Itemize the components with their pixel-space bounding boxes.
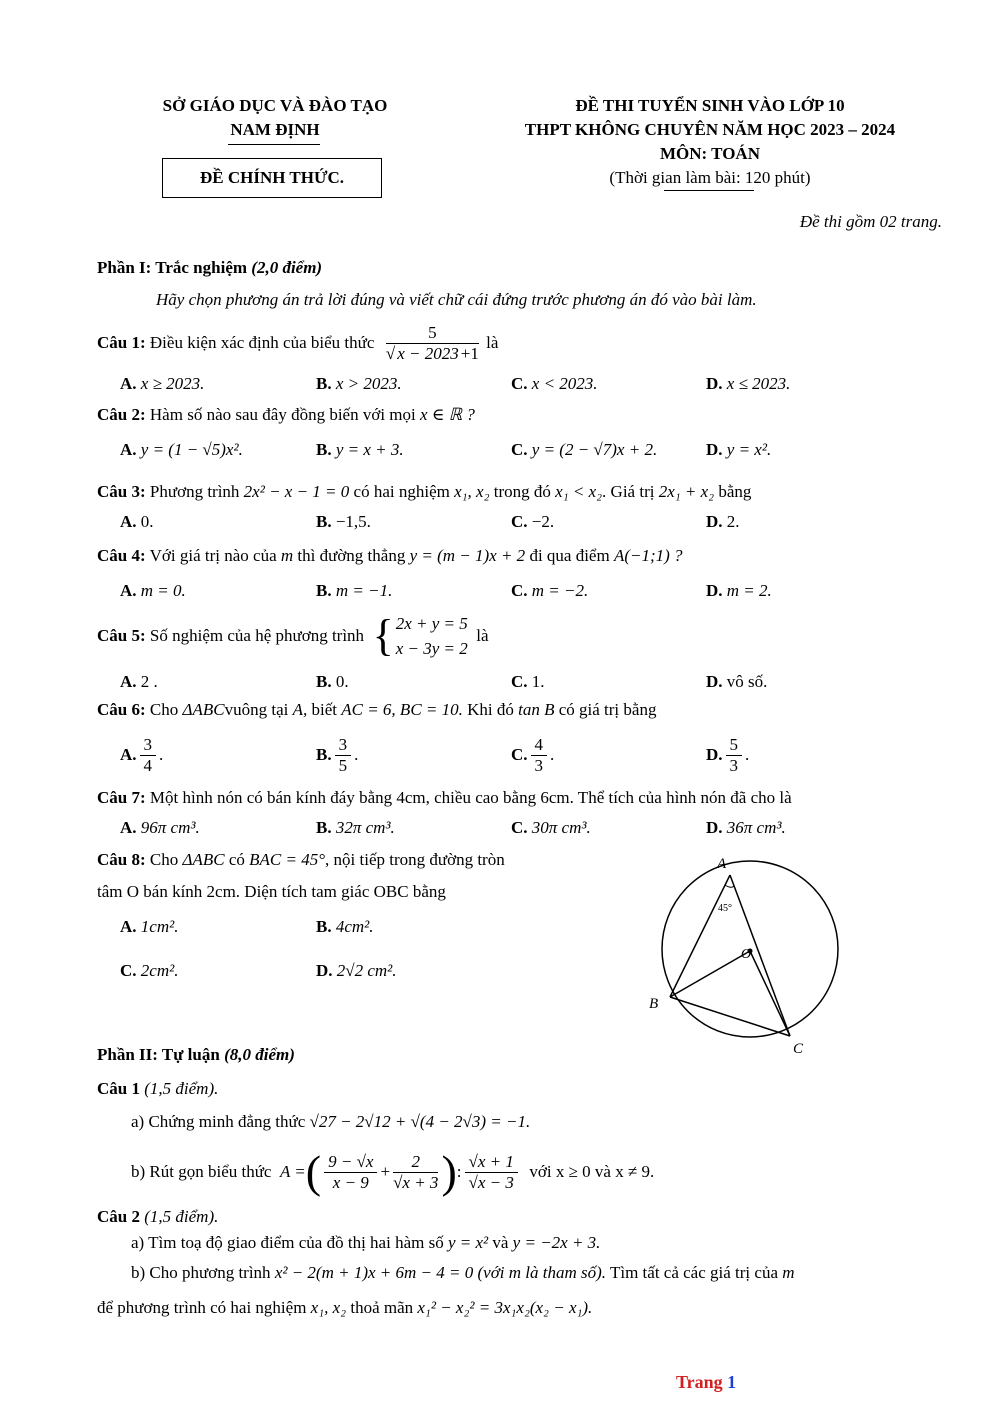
q3-roots: x₁, x₂ — [454, 482, 490, 501]
e2-part-b-line2 — [97, 1298, 592, 1318]
q2-text: Hàm số nào sau đây đồng biến với mọi — [149, 405, 416, 424]
frac-den: 3 — [729, 755, 739, 775]
q8-text3: , nội tiếp trong đường tròn — [325, 850, 505, 869]
q6-text1: Cho — [149, 700, 179, 719]
option-text: 2 . — [140, 672, 158, 691]
e2-a-text: a) Tìm toạ độ giao điểm của đồ thị hai hàm số — [131, 1233, 444, 1252]
part2-heading — [97, 1045, 295, 1065]
e2-b-roots: x₁, x₂ — [310, 1298, 347, 1317]
q7-label: Câu 7: — [97, 788, 146, 807]
option-text: y = x + 3. — [335, 440, 404, 459]
q3-text4: . Giá trị — [602, 482, 655, 501]
option-text: 96π cm³. — [140, 818, 200, 837]
option-text: m = 0. — [140, 581, 186, 600]
angle-arc — [725, 885, 734, 887]
e2-b-eq: x² − 2(m + 1)x + 6m − 4 = 0 — [274, 1263, 474, 1282]
official-label: ĐỀ CHÍNH THỨC. — [199, 168, 345, 187]
e2-b-line2a: để phương trình có hai nghiệm — [97, 1298, 307, 1317]
option-letter: D. — [706, 581, 723, 600]
e1-b-frac1 — [324, 1152, 377, 1193]
q8-angle: BAC = 45° — [249, 850, 326, 869]
q8-option-b — [316, 917, 374, 937]
q6-label: Câu 6: — [97, 700, 146, 719]
option-letter: C. — [511, 374, 528, 393]
q6-text5: có giá trị bằng — [558, 700, 657, 719]
q4-stem — [97, 546, 683, 566]
option-letter: D. — [706, 672, 723, 691]
e2-part-a — [131, 1233, 600, 1253]
q4-text1: Với giá trị nào của — [149, 546, 277, 565]
option-letter: A. — [120, 745, 137, 764]
q6-text2: vuông tại — [224, 700, 289, 719]
page-number: 1 — [727, 1372, 737, 1392]
q3-option-a — [120, 512, 154, 532]
q2-option-a — [120, 440, 243, 460]
option-fraction — [335, 735, 352, 776]
label-c: C — [793, 1041, 804, 1057]
part2-title: Phần II: Tự luận — [97, 1045, 220, 1064]
q5-text: Số nghiệm của hệ phương trình — [149, 626, 365, 645]
header-right-line1: ĐỀ THI TUYỂN SINH VÀO LỚP 10 — [575, 96, 845, 115]
q7-stem — [97, 788, 792, 808]
q7-option-b — [316, 818, 395, 838]
q2-label: Câu 2: — [97, 405, 146, 424]
option-text: y = x². — [726, 440, 772, 459]
e1-a-text: a) Chứng minh đẳng thức — [131, 1112, 306, 1131]
option-letter: C. — [511, 745, 528, 764]
option-letter: C. — [511, 512, 528, 531]
part1-title: Phần I: Trắc nghiệm — [97, 258, 248, 277]
q8-option-c — [120, 961, 178, 981]
option-letter: C. — [511, 818, 528, 837]
e2-b-cond: x₁² − x₂² = 3x₁x₂(x₂ − x₁). — [417, 1298, 593, 1317]
q6-vertex: A, — [292, 700, 308, 719]
q3-text5: bằng — [718, 482, 752, 501]
q1-option-b — [316, 374, 402, 394]
pages-note: Đề thi gồm 02 trang. — [799, 212, 942, 231]
frac-num: 3 — [335, 735, 352, 756]
label-angle: 45° — [718, 903, 732, 914]
header-right-line3: MÔN: TOÁN — [660, 144, 760, 163]
option-letter: D. — [706, 512, 723, 531]
q7-option-d — [706, 818, 786, 838]
q8-stem-line1 — [97, 850, 505, 870]
q2-domain: x ∈ ℝ ? — [420, 405, 475, 424]
frac-den: x − 9 — [332, 1172, 369, 1192]
frac-num: 4 — [531, 735, 548, 756]
frac-den: 4 — [143, 755, 153, 775]
e1-b-plus: + — [380, 1162, 391, 1181]
option-letter: B. — [316, 581, 332, 600]
option-text: m = 2. — [726, 581, 772, 600]
e1-label: Câu 1 — [97, 1079, 140, 1098]
option-letter: D. — [706, 818, 723, 837]
circle-figure — [640, 850, 860, 1060]
e1-b-cond: với x ≥ 0 và x ≠ 9. — [529, 1162, 655, 1181]
q4-option-d — [706, 581, 772, 601]
q6-option-b: B. $\frac{3}{5}$ . — [316, 734, 359, 775]
frac-den: √x + 3 — [393, 1172, 439, 1192]
q7-option-c — [511, 818, 591, 838]
q2-option-d — [706, 440, 771, 460]
q1-option-a — [120, 374, 204, 394]
q3-options — [0, 512, 1000, 538]
e2-b-m: m — [782, 1263, 795, 1282]
option-letter: B. — [316, 745, 332, 764]
option-text: 1cm². — [140, 917, 179, 936]
option-letter: B. — [316, 374, 332, 393]
q1-label: Câu 1: — [97, 333, 146, 352]
q4-var: m — [280, 546, 294, 565]
q6-text3: biết — [311, 700, 337, 719]
e1-b-text: b) Rút gọn biểu thức — [131, 1162, 272, 1181]
frac-num: 5 — [726, 735, 743, 756]
q8-stem-line2: tâm O bán kính 2cm. Diện tích tam giác OBC bằng — [97, 882, 446, 901]
q6-option-d: D. $\frac{5}{3}$ . — [706, 734, 750, 775]
option-text: 4cm². — [335, 917, 374, 936]
e1-part-b — [131, 1144, 654, 1200]
q1-frac-num: 5 — [386, 323, 479, 344]
e1-points: (1,5 điểm). — [144, 1079, 219, 1098]
e1-b-lhs: A = — [279, 1162, 306, 1181]
option-letter: D. — [706, 745, 723, 764]
option-text: −2. — [531, 512, 555, 531]
option-letter: D. — [706, 374, 723, 393]
label-b: B — [649, 996, 659, 1012]
segment-oc — [750, 951, 790, 1036]
option-fraction — [726, 735, 743, 776]
option-letter: A. — [120, 917, 137, 936]
e2-points: (1,5 điểm). — [144, 1207, 219, 1226]
option-letter: B. — [316, 512, 332, 531]
frac-den: 3 — [534, 755, 544, 775]
q8-label: Câu 8: — [97, 850, 146, 869]
page-footer — [676, 1372, 736, 1393]
q7-text: Một hình nón có bán kính đáy bằng 4cm, chiều cao bằng 6cm. Thể tích của hình nón đã cho là — [149, 788, 792, 807]
option-text: 2. — [726, 512, 740, 531]
option-letter: B. — [316, 818, 332, 837]
label-a: A — [717, 856, 727, 872]
q5-options — [0, 672, 1000, 698]
q3-text2: có hai nghiệm — [353, 482, 450, 501]
e2-b-note: (với m là tham số). — [477, 1263, 607, 1282]
option-fraction — [531, 735, 548, 776]
q1-radicand: x − 2023 — [397, 343, 459, 363]
q4-point: A(−1;1) ? — [613, 546, 683, 565]
e2-b-line2b: thoả mãn — [350, 1298, 414, 1317]
part1-instruction: Hãy chọn phương án trả lời đúng và viết chữ cái đứng trước phương án đó vào bài làm. — [156, 290, 757, 309]
option-text: 32π cm³. — [335, 818, 395, 837]
option-text: y = (2 − √7)x + 2. — [531, 440, 658, 459]
q1-stem — [97, 316, 498, 370]
q6-tri: ΔABC — [182, 700, 225, 719]
q2-option-c — [511, 440, 657, 460]
header-right-line2: THPT KHÔNG CHUYÊN NĂM HỌC 2023 – 2024 — [524, 120, 896, 139]
option-letter: A. — [120, 374, 137, 393]
e1-a-expr: √27 − 2√12 + √(4 − 2√3) = −1. — [309, 1112, 531, 1131]
e2-a-f1: y = x² — [447, 1233, 489, 1252]
q4-option-b — [316, 581, 392, 601]
q4-option-a — [120, 581, 186, 601]
e1-b-colon: : — [456, 1162, 462, 1181]
option-text: 2√2 cm². — [336, 961, 397, 980]
option-text: x ≥ 2023. — [140, 374, 205, 393]
e2-label: Câu 2 — [97, 1207, 140, 1226]
e1-heading — [97, 1079, 218, 1099]
frac-den: √x − 3 — [468, 1172, 514, 1192]
q4-label: Câu 4: — [97, 546, 146, 565]
option-letter: C. — [120, 961, 137, 980]
e1-b-frac2 — [393, 1152, 438, 1193]
option-text: y = (1 − √5)x². — [140, 440, 243, 459]
side-ab — [670, 875, 730, 997]
q6-option-c: C. $\frac{4}{3}$ . — [511, 734, 555, 775]
q3-label: Câu 3: — [97, 482, 146, 501]
q8-option-a — [120, 917, 178, 937]
q6-option-a: A. $\frac{3}{4}$ . — [120, 734, 164, 775]
option-letter: A. — [120, 672, 137, 691]
option-letter: B. — [316, 917, 332, 936]
side-bc — [670, 997, 790, 1036]
q1-frac-den — [386, 344, 479, 364]
option-letter: C. — [511, 581, 528, 600]
option-letter: A. — [120, 512, 137, 531]
frac-num: 3 — [140, 735, 157, 756]
q1-option-d — [706, 374, 790, 394]
q3-option-b — [316, 512, 371, 532]
part2-points: (8,0 điểm) — [224, 1045, 295, 1064]
option-text: m = −2. — [531, 581, 589, 600]
q1-fraction — [386, 323, 479, 364]
frac-den: 5 — [338, 755, 348, 775]
side-ac — [730, 875, 790, 1036]
q6-tan: tan B — [518, 700, 555, 719]
part1-heading — [97, 258, 322, 278]
q4-options — [0, 581, 1000, 607]
option-letter: A. — [120, 818, 137, 837]
q3-text3: trong đó — [493, 482, 551, 501]
frac-num: √x + 1 — [465, 1152, 518, 1173]
option-letter: A. — [120, 440, 137, 459]
label-o: O — [741, 947, 752, 962]
q4-text3: đi qua điểm — [529, 546, 610, 565]
q1-option-c — [511, 374, 598, 394]
q6-text4: Khi đó — [467, 700, 514, 719]
option-text: m = −1. — [335, 581, 393, 600]
q5-option-a — [120, 672, 158, 692]
q7-option-a — [120, 818, 200, 838]
q3-option-d — [706, 512, 740, 532]
option-letter: C. — [511, 440, 528, 459]
q5-eq2: x − 3y = 2 — [395, 639, 468, 658]
q8-option-d — [316, 961, 397, 981]
q3-eq: 2x² − x − 1 = 0 — [243, 482, 350, 501]
option-text: 36π cm³. — [726, 818, 786, 837]
q4-line: y = (m − 1)x + 2 — [409, 546, 526, 565]
q5-brace: { — [372, 611, 394, 660]
q5-system — [396, 611, 468, 661]
option-letter: D. — [706, 440, 723, 459]
option-text: 1. — [531, 672, 545, 691]
e1-b-frac3 — [465, 1152, 518, 1193]
e1-b-lparen: ( — [305, 1146, 322, 1197]
option-fraction — [140, 735, 157, 776]
q5-eq1: 2x + y = 5 — [395, 614, 468, 633]
e2-a-and: và — [492, 1233, 509, 1252]
q8-text1: Cho — [149, 850, 179, 869]
q1-after: là — [486, 333, 499, 352]
part1-points: (2,0 điểm) — [251, 258, 323, 277]
option-text: 30π cm³. — [531, 818, 591, 837]
option-text: x < 2023. — [531, 374, 598, 393]
option-text: 0. — [335, 672, 349, 691]
option-text: x ≤ 2023. — [726, 374, 791, 393]
e1-b-rparen: ) — [441, 1146, 457, 1197]
option-text: 2cm². — [140, 961, 179, 980]
q1-radical-sign: √ — [385, 343, 396, 363]
q8-tri: ΔABC — [182, 850, 225, 869]
q5-after: là — [476, 626, 489, 645]
q5-option-d — [706, 672, 767, 692]
e2-a-f2: y = −2x + 3. — [512, 1233, 601, 1252]
frac-num: 9 − √x — [324, 1152, 377, 1173]
q2-stem — [97, 405, 475, 425]
header-left-line1: SỞ GIÁO DỤC VÀ ĐÀO TẠO — [162, 96, 388, 115]
option-text: 0. — [140, 512, 154, 531]
q1-options — [0, 374, 1000, 400]
option-letter: C. — [511, 672, 528, 691]
e2-part-b-line1 — [131, 1263, 795, 1283]
option-letter: B. — [316, 672, 332, 691]
q8-text2: có — [228, 850, 245, 869]
q5-label: Câu 5: — [97, 626, 146, 645]
header-left-underline — [228, 144, 320, 145]
q1-text: Điều kiện xác định của biểu thức — [149, 333, 375, 352]
page-label: Trang — [676, 1372, 723, 1392]
header-right-underline — [664, 190, 754, 191]
q3-stem — [97, 482, 751, 502]
option-text: x > 2023. — [335, 374, 402, 393]
q5-option-c — [511, 672, 545, 692]
option-text: −1,5. — [335, 512, 371, 531]
option-letter: D. — [316, 961, 333, 980]
q5-stem — [97, 610, 489, 662]
q4-option-c — [511, 581, 588, 601]
q4-text2: thì đường thẳng — [297, 546, 406, 565]
q3-text1: Phương trình — [149, 482, 240, 501]
e2-b-text1: b) Cho phương trình — [131, 1263, 271, 1282]
q2-option-b — [316, 440, 404, 460]
q3-option-c — [511, 512, 554, 532]
e1-part-a — [131, 1112, 530, 1132]
q6-options — [0, 730, 1000, 780]
option-letter: A. — [120, 581, 137, 600]
header-left-line2: NAM ĐỊNH — [230, 120, 320, 139]
header-right-line4: (Thời gian làm bài: 120 phút) — [609, 168, 811, 187]
frac-num: 2 — [393, 1152, 438, 1173]
q6-stem — [97, 700, 656, 720]
q5-option-b — [316, 672, 349, 692]
q7-options — [0, 818, 1000, 844]
e2-b-text2: Tìm tất cả các giá trị của — [609, 1263, 778, 1282]
q6-given: AC = 6, BC = 10. — [341, 700, 463, 719]
option-letter: B. — [316, 440, 332, 459]
q3-cond: x₁ < x₂ — [555, 482, 603, 501]
q3-expr: 2x₁ + x₂ — [658, 482, 715, 501]
option-text: vô số. — [726, 672, 768, 691]
q1-den-tail: +1 — [460, 343, 479, 363]
e2-heading — [97, 1207, 218, 1227]
q2-options — [0, 440, 1000, 466]
